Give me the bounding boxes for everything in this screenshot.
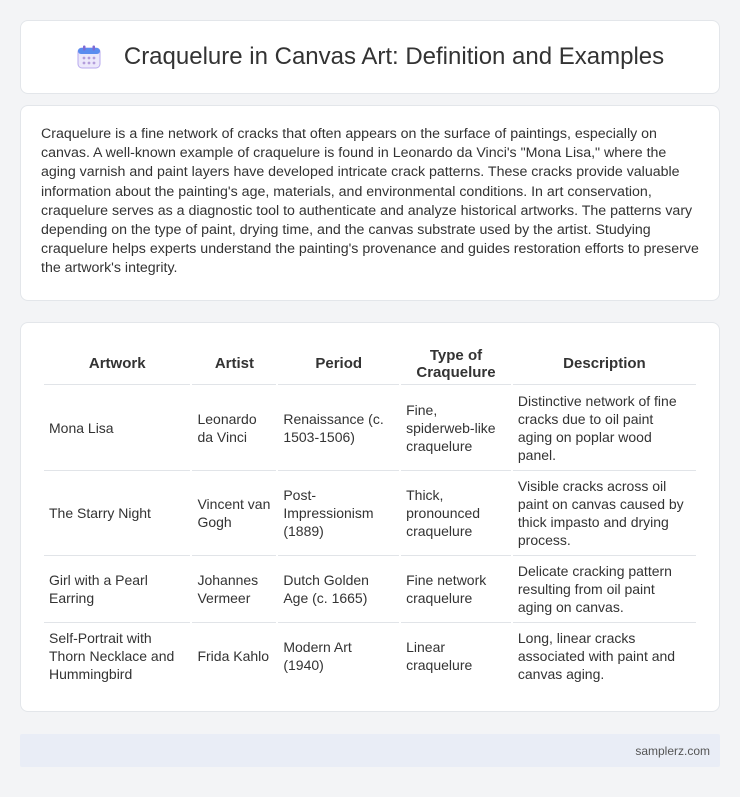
cell-artwork: Self-Portrait with Thorn Necklace and Hummingbird [49, 630, 175, 682]
page-title: Craquelure in Canvas Art: Definition and Examples [123, 43, 665, 70]
header-description: Description [513, 343, 696, 385]
cell-period: Dutch Golden Age (c. 1665) [278, 556, 399, 623]
craquelure-table [42, 343, 698, 689]
cell-type: Linear craquelure [406, 639, 473, 673]
cell-type: Fine network craquelure [401, 556, 511, 623]
table-card [20, 322, 720, 712]
cell-artwork: Girl with a Pearl Earring [44, 556, 190, 623]
footer-bar [20, 734, 720, 767]
cell-period: Renaissance (c. 1503-1506) [278, 385, 399, 471]
header-period: Period [278, 343, 399, 385]
header-type: Type of Craquelure [401, 343, 511, 385]
intro-paragraph: Craquelure is a fine network of cracks that often appears on the surface of paintings, especially on canvas. A well-known example of craquelure is found in Leonardo da Vinci's "Mona Lisa," where the aging varnish and paint layers have developed intricate crack patterns. These cracks provide valuable information about the painting's age, materials, and environmental conditions. In art conservation, craquelure serves as a diagnostic tool to authenticate and analyze historical artworks. The patterns vary depending on the type of paint, drying time, and the canvas substrate used by the artist. Studying craquelure helps experts understand the painting's provenance and guides restoration efforts to preserve the artwork's integrity. [41, 126, 699, 277]
cell-artwork: The Starry Night [44, 471, 190, 556]
cell-type: Thick, pronounced craquelure [401, 471, 511, 556]
footer-site-link[interactable]: samplerz.com [635, 743, 710, 758]
table-row [44, 471, 696, 556]
intro-card [20, 105, 720, 301]
header-artist: Artist [192, 343, 276, 385]
cell-description: Distinctive network of fine cracks due to oil paint aging on poplar wood panel. [513, 385, 696, 471]
cell-description: Visible cracks across oil paint on canvas caused by thick impasto and drying process. [513, 471, 696, 556]
cell-description: Long, linear cracks associated with paint and canvas aging. [517, 630, 676, 682]
cell-artist: Vincent van Gogh [192, 471, 276, 556]
cell-description: Delicate cracking pattern resulting from oil paint aging on canvas. [513, 556, 696, 623]
table-row [44, 623, 696, 689]
header-artwork: Artwork [44, 343, 190, 385]
header-card [20, 20, 720, 94]
cell-period: Modern Art (1940) [283, 639, 352, 673]
table-row [44, 556, 696, 623]
cell-type: Fine, spiderweb-like craquelure [401, 385, 511, 471]
calendar-icon [76, 44, 102, 70]
cell-artist: Frida Kahlo [197, 648, 270, 664]
table-row [44, 385, 696, 471]
cell-artist: Leonardo da Vinci [192, 385, 276, 471]
cell-artist: Johannes Vermeer [192, 556, 276, 623]
table-header-row [44, 343, 696, 385]
cell-artwork: Mona Lisa [44, 385, 190, 471]
cell-period: Post-Impressionism (1889) [278, 471, 399, 556]
